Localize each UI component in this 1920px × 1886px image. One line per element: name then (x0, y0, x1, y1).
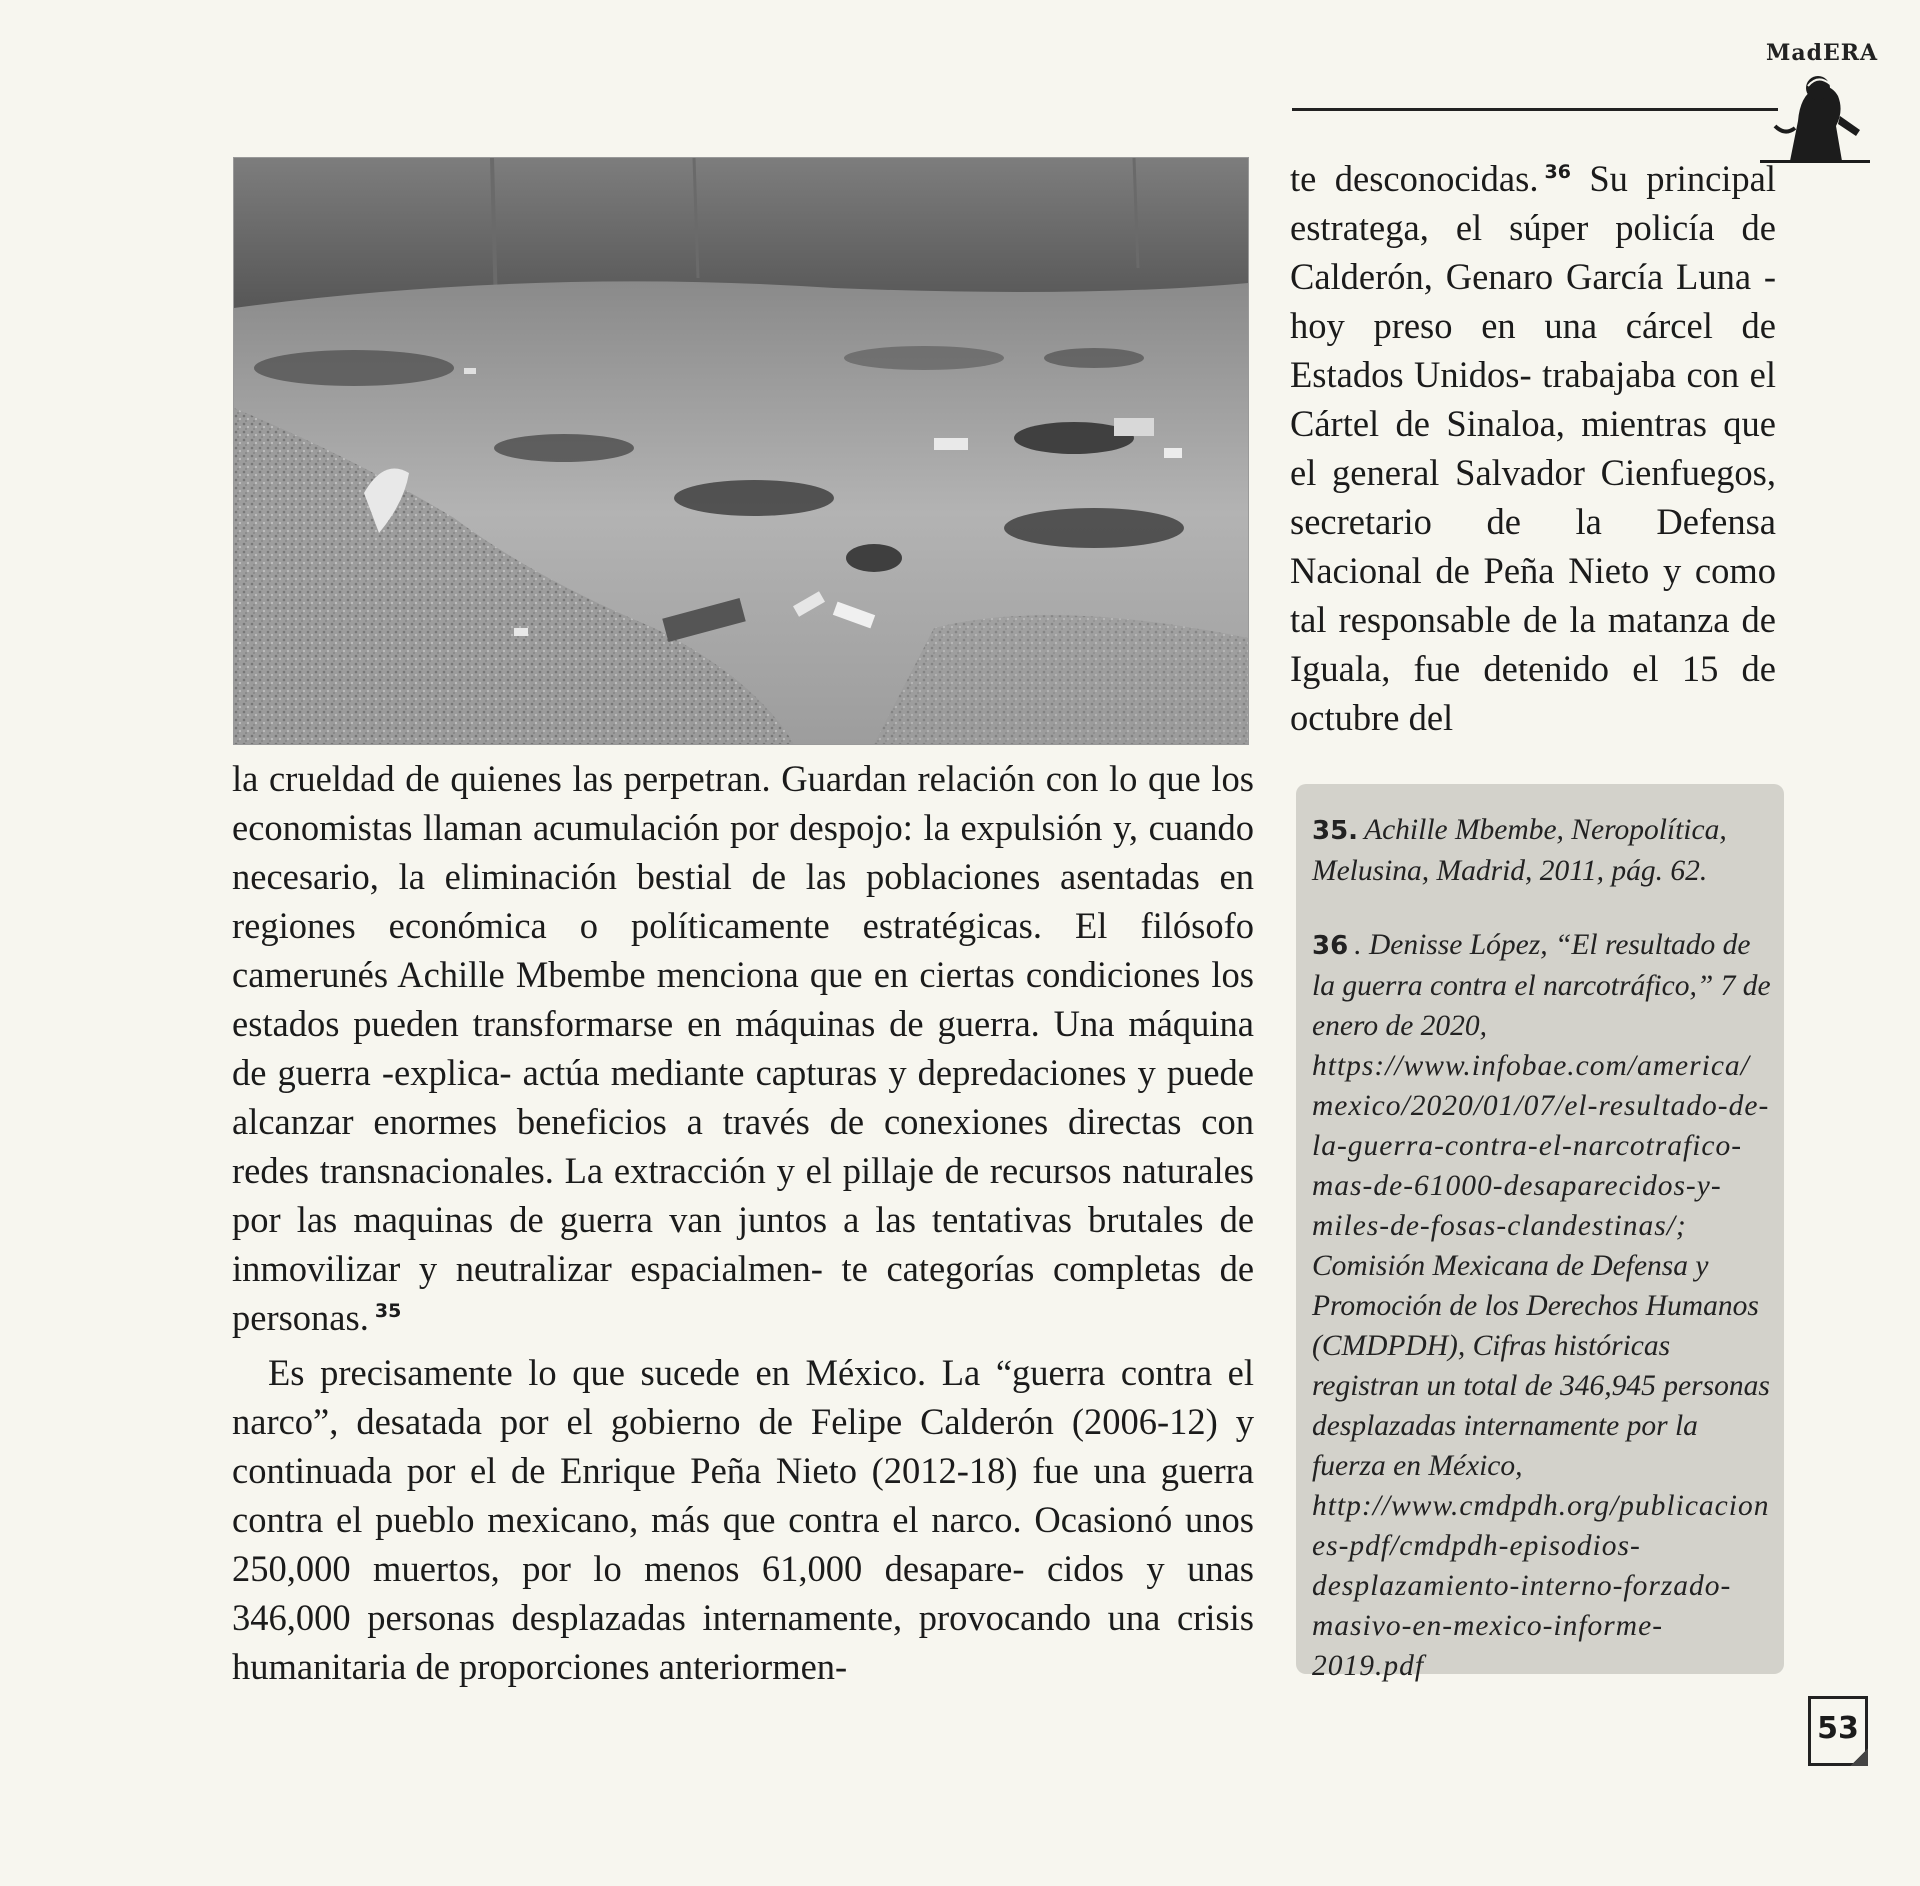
text-line: conexiones directas con redes transnacionales. La extracción y el (232, 1101, 1254, 1191)
paragraph-1 (232, 754, 1254, 1342)
text-line: guerra. Una máquina de guerra -explica- actúa mediante capturas (232, 1003, 1254, 1093)
footnote-link-cmdpdh[interactable]: http://www.cmdpdh.org/publicaciones-pdf/cmdpdh-episodios-desplazamiento-interno-forzado-masivo-en-mexico-informe-2019.pdf (1312, 1490, 1770, 1682)
text-line: te desconocidas. (1290, 158, 1539, 199)
figure-illustration-icon (1760, 66, 1870, 166)
text-line: detenido el 15 de octubre del (1290, 648, 1776, 738)
text-line: narco”, desatada por el gobierno de Felipe Calderón (2006-12) y (232, 1401, 1254, 1442)
footnote-ref-36[interactable]: 36 (1544, 161, 1571, 183)
text-line: Es precisamente lo que sucede en México. La “guerra contra el (268, 1352, 1254, 1393)
text-line: te categorías completas de personas. (232, 1248, 1255, 1338)
masthead-logo (1760, 40, 1880, 165)
footnotes-box (1296, 784, 1784, 1682)
text-line: Estados Unidos- trabajaba con (1290, 354, 1740, 395)
text-line: guerra contra el pueblo mexicano, más que contra el narco. (232, 1450, 1255, 1540)
text-line: cidos y unas 346,000 personas desplazadas internamente, (232, 1548, 1255, 1638)
text-line: de la matanza de Iguala, fue (1290, 599, 1777, 689)
footnote-text-2: Comisión Mexicana de Defensa y Promoción de los Derechos Humanos (CMDPDH), Cifras históricas registran un total de 346,945 personas desplazadas internamente por la fuerza en México, (1312, 1250, 1770, 1482)
footnote-number: 36 (1312, 931, 1349, 961)
paragraph-2 (232, 1348, 1254, 1691)
main-text-column (232, 754, 1254, 1691)
text-line: provocando una crisis humanitaria de proporciones anteriormen- (232, 1597, 1254, 1687)
page-number: 53 (1808, 1696, 1868, 1766)
photo-ground-debris-icon (234, 158, 1248, 744)
footnote-text: . Denisse López, “El resultado de la guerra contra el narcotráfico,” 7 de enero de 2020, (1312, 929, 1771, 1042)
text-line: continuada por el de Enrique Peña Nieto (2012-18) fue una (232, 1450, 1147, 1491)
text-line: cuando necesario, la eliminación bestial de las poblaciones (232, 807, 1254, 897)
footnote-ref-35[interactable]: 35 (374, 1300, 402, 1322)
text-line: pillaje de recursos naturales por las maquinas de guerra van juntos (232, 1150, 1255, 1240)
footnote-link-infobae[interactable]: https://www.infobae.com/america/mexico/2020/01/07/el-resultado-de-la-guerra-contra-el-narcotrafico-mas-de-61000-desaparecidos-y-miles-de-fosas-clandestinas/; (1312, 1050, 1770, 1242)
right-text-column (1290, 154, 1776, 742)
text-line: asentadas en regiones económica o políticamente estratégicas. El (232, 856, 1254, 946)
footnote-text: Achille Mbembe, Neropolítica, Melusina, Madrid, 2011, pág. 62. (1312, 814, 1727, 887)
text-line: Cienfuegos, secretario de la (1290, 452, 1777, 542)
text-line: la crueldad de quienes las perpetran. Guardan relación con lo que (232, 758, 1201, 799)
text-line: Defensa Nacional de Peña (1290, 501, 1776, 591)
text-line: filósofo camerunés Achille Mbembe menciona que en ciertas (232, 905, 1255, 995)
text-line: Ocasionó unos 250,000 muertos, por lo menos 61,000 desapare- (232, 1499, 1255, 1589)
text-line: y depredaciones y puede alcanzar enormes beneficios a través de (232, 1052, 1255, 1142)
text-line: Calderón, Genaro García Luna (1290, 256, 1752, 297)
text-line: condiciones los estados pueden transformarse en máquinas de (232, 954, 1255, 1044)
text-line: -hoy preso en una cárcel de (1290, 256, 1776, 346)
text-line: el Cártel de Sinaloa, mientras (1290, 354, 1776, 444)
footnote-36 (1312, 925, 1772, 1686)
text-line: los economistas llaman acumulación por despojo: la expulsión y, (232, 758, 1255, 848)
text-line: que el general Salvador (1290, 403, 1776, 493)
masthead-wordmark: MadERA (1766, 40, 1879, 66)
text-line: estratega, el súper policía de (1290, 207, 1776, 248)
header-rule (1292, 108, 1778, 111)
right-paragraph (1290, 154, 1776, 742)
footnote-35 (1312, 810, 1772, 891)
footnote-number: 35. (1312, 816, 1359, 846)
text-line: a las tentativas brutales de inmovilizar y neutralizar espacialmen- (232, 1199, 1255, 1289)
text-line: Su principal (1589, 158, 1777, 199)
text-line: Nieto y como tal responsable (1290, 550, 1776, 640)
